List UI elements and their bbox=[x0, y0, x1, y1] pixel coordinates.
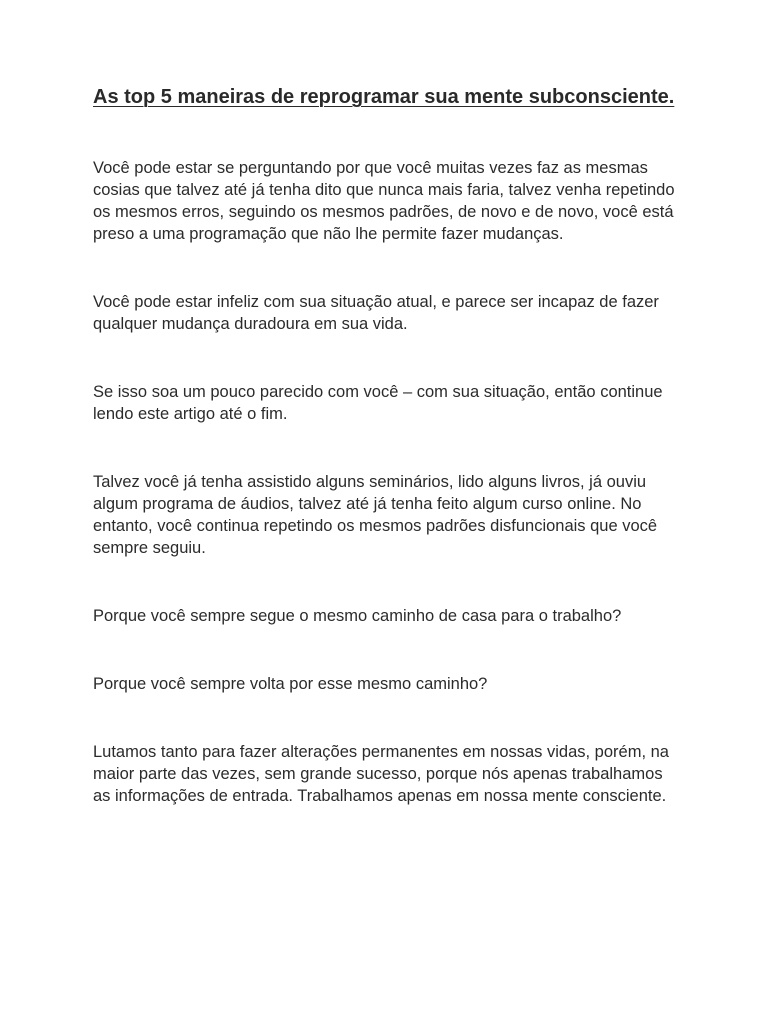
paragraph-3: Se isso soa um pouco parecido com você – com sua situação, então continue lendo este artigo até o fim. bbox=[93, 383, 663, 423]
document-title: As top 5 maneiras de reprogramar sua mente subconsciente. bbox=[93, 86, 675, 108]
document-body bbox=[93, 84, 683, 807]
paragraph-6: Porque você sempre volta por esse mesmo caminho? bbox=[93, 675, 488, 693]
paragraph-2: Você pode estar infeliz com sua situação atual, e parece ser incapaz de fazer qualquer mudança duradoura em sua vida. bbox=[93, 293, 659, 333]
paragraph-4: Talvez você já tenha assistido alguns seminários, lido alguns livros, já ouviu algum programa de áudios, talvez até já tenha feito algum curso online. No entanto, você continua repetindo os mesmos padrões disfuncionais que você sempre seguiu. bbox=[93, 473, 658, 557]
paragraph-5: Porque você sempre segue o mesmo caminho de casa para o trabalho? bbox=[93, 607, 622, 625]
paragraph-7: Lutamos tanto para fazer alterações permanentes em nossas vidas, porém, na maior parte das vezes, sem grande sucesso, porque nós apenas trabalhamos as informações de entrada. Trabalhamos apenas em nossa mente consciente. bbox=[93, 743, 669, 805]
paragraph-1: Você pode estar se perguntando por que você muitas vezes faz as mesmas cosias que talvez até já tenha dito que nunca mais faria, talvez venha repetindo os mesmos erros, seguindo os mesmos padrões, de novo e de novo, você está preso a uma programação que não lhe permite fazer mudanças. bbox=[93, 159, 675, 243]
